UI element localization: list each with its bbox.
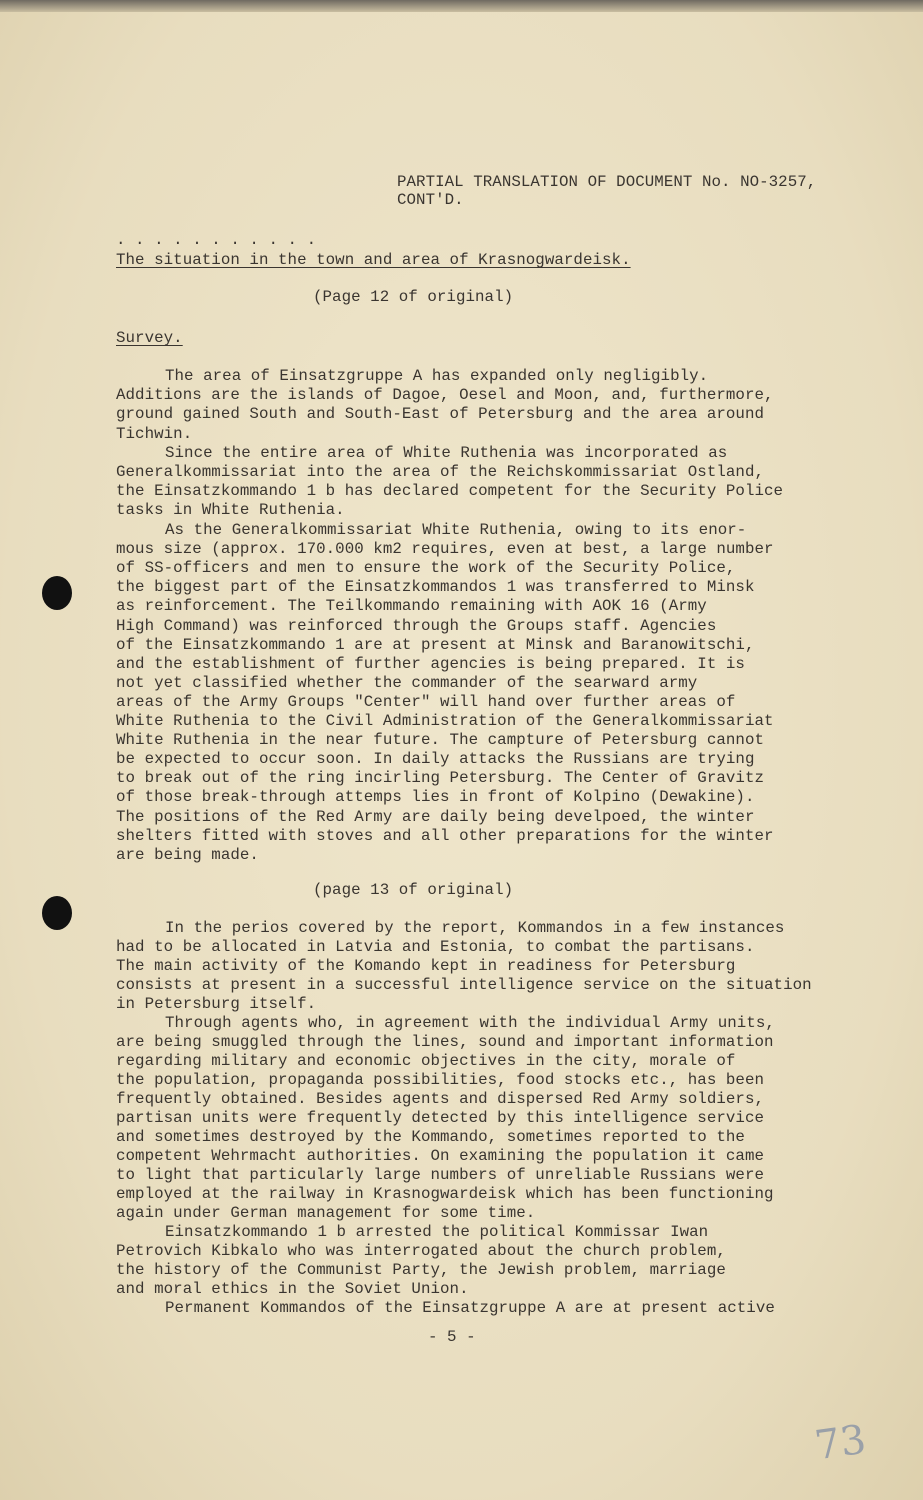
text-line: ground gained South and South-East of Petersburg and the area around	[116, 405, 765, 423]
text-line: the Einsatzkommando 1 b has declared competent for the Security Police	[116, 482, 784, 500]
text-line: As the Generalkommissariat White Ruthenia, owing to its enor-	[165, 521, 747, 539]
text-line: and the establishment of further agencies is being prepared. It is	[116, 655, 745, 673]
document-header: PARTIAL TRANSLATION OF DOCUMENT No. NO-3257,	[397, 173, 817, 191]
text-line: regarding military and economic objectives in the city, morale of	[116, 1052, 736, 1070]
punch-hole	[42, 896, 72, 930]
section-title: The situation in the town and area of Krasnogwardeisk.	[116, 251, 631, 269]
text-line: The positions of the Red Army are daily being develpoed, the winter	[116, 808, 755, 826]
document-header-cont: CONT'D.	[397, 191, 464, 209]
text-line: In the perios covered by the report, Kommandos in a few instances	[165, 919, 785, 937]
text-line: again under German management for some time.	[116, 1204, 536, 1222]
text-line: are being made.	[116, 846, 259, 864]
text-line: of those break-through attemps lies in front of Kolpino (Dewakine).	[116, 788, 755, 806]
text-line: White Ruthenia to the Civil Administration of the Generalkommissariat	[116, 712, 774, 730]
text-line: areas of the Army Groups "Center" will hand over further areas of	[116, 693, 736, 711]
page-reference: (Page 12 of original)	[313, 288, 514, 306]
text-line: consists at present in a successful intelligence service on the situation	[116, 976, 812, 994]
text-line: Tichwin.	[116, 425, 193, 443]
text-line: not yet classified whether the commander of the searward army	[116, 674, 698, 692]
text-line: of the Einsatzkommando 1 are at present at Minsk and Baranowitschi,	[116, 636, 755, 654]
text-line: partisan units were frequently detected by this intelligence service	[116, 1109, 765, 1127]
text-line: employed at the railway in Krasnogwardeisk which has been functioning	[116, 1185, 774, 1203]
text-line: competent Wehrmacht authorities. On examining the population it came	[116, 1147, 765, 1165]
text-line: the population, propaganda possibilities, food stocks etc., has been	[116, 1071, 765, 1089]
text-line: be expected to occur soon. In daily attacks the Russians are trying	[116, 750, 755, 768]
text-line: The main activity of the Komando kept in readiness for Petersburg	[116, 957, 736, 975]
text-line: as reinforcement. The Teilkommando remaining with AOK 16 (Army	[116, 597, 707, 615]
text-line: had to be allocated in Latvia and Estonia, to combat the partisans.	[116, 938, 755, 956]
text-line: Einsatzkommando 1 b arrested the political Kommissar Iwan	[165, 1223, 709, 1241]
page-reference: (page 13 of original)	[313, 881, 514, 899]
text-line: Generalkommissariat into the area of the Reichskommissariat Ostland,	[116, 463, 765, 481]
text-line: Additions are the islands of Dagoe, Oesel and Moon, and, furthermore,	[116, 386, 774, 404]
text-line: High Command) was reinforced through the Groups staff. Agencies	[116, 617, 717, 635]
text-line: and sometimes destroyed by the Kommando, sometimes reported to the	[116, 1128, 745, 1146]
text-line: the history of the Communist Party, the Jewish problem, marriage	[116, 1261, 726, 1279]
text-line: White Ruthenia in the near future. The campture of Petersburg cannot	[116, 731, 765, 749]
punch-hole	[42, 576, 72, 610]
text-line: to light that particularly large numbers of unreliable Russians were	[116, 1166, 765, 1184]
text-line: The area of Einsatzgruppe A has expanded only negligibly.	[165, 367, 709, 385]
ellipsis: . . . . . . . . . . .	[116, 231, 317, 249]
text-line: Since the entire area of White Ruthenia was incorporated as	[165, 444, 728, 462]
survey-heading: Survey.	[116, 329, 183, 347]
text-line: mous size (approx. 170.000 km2 requires, even at best, a large number	[116, 540, 774, 558]
text-line: Petrovich Kibkalo who was interrogated about the church problem,	[116, 1242, 726, 1260]
text-line: shelters fitted with stoves and all other preparations for the winter	[116, 827, 774, 845]
scan-edge	[0, 0, 923, 12]
text-line: Through agents who, in agreement with the individual Army units,	[165, 1014, 775, 1032]
text-line: Permanent Kommandos of the Einsatzgruppe A are at present active	[165, 1299, 775, 1317]
text-line: to break out of the ring incirling Petersburg. The Center of Gravitz	[116, 769, 765, 787]
handwritten-mark: 73	[812, 1416, 869, 1470]
text-line: tasks in White Ruthenia.	[116, 501, 345, 519]
text-line: frequently obtained. Besides agents and dispersed Red Army soldiers,	[116, 1090, 765, 1108]
text-line: of SS-officers and men to ensure the work of the Security Police,	[116, 559, 736, 577]
text-line: in Petersburg itself.	[116, 995, 317, 1013]
text-line: the biggest part of the Einsatzkommandos 1 was transferred to Minsk	[116, 578, 755, 596]
text-line: and moral ethics in the Soviet Union.	[116, 1280, 469, 1298]
page-number: - 5 -	[428, 1328, 476, 1346]
text-line: are being smuggled through the lines, sound and important information	[116, 1033, 774, 1051]
